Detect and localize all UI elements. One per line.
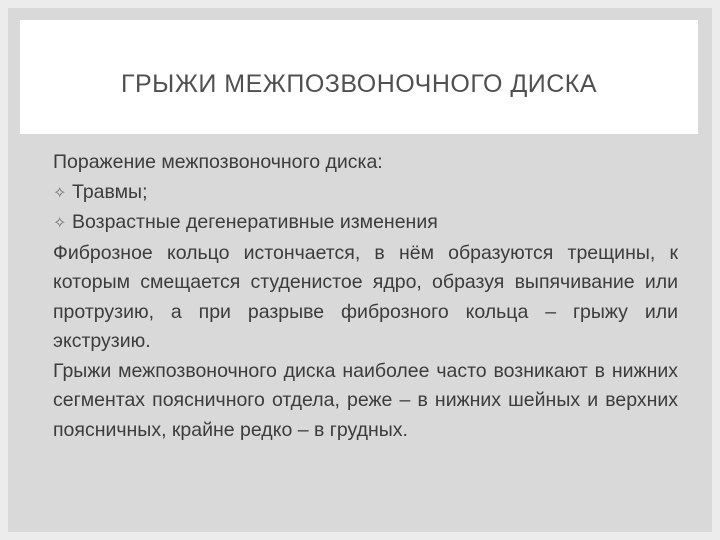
bullet-text: Возрастные дегенеративные изменения [72,211,438,233]
slide [8,8,712,532]
bullet-item [53,178,678,209]
intro-line: Поражение межпозвоночного диска: [53,151,383,173]
title-box [20,20,698,134]
bullet-text: Травмы; [72,180,148,203]
four-point-star-icon: ✧ [53,215,67,232]
slide-content [53,148,678,445]
paragraph-locations: Грыжи межпозвоночного диска наиболее часто возникают в нижних сегментах поясничного отдела, реже – в нижних шейных и верхних поясничных, крайне редко – в грудных. [53,359,678,441]
paragraph-annulus: Фиброзное кольцо истончается, в нём образуются трещины, к которым смещается студенистое ядро, образуя выпячивание или протрузию, а при разрыве фиброзного кольца – грыжу или экструзию. [53,241,678,352]
slide-title: ГРЫЖИ МЕЖПОЗВОНОЧНОГО ДИСКА [120,70,598,98]
four-point-star-icon: ✧ [53,184,67,202]
bullet-item [53,208,678,239]
